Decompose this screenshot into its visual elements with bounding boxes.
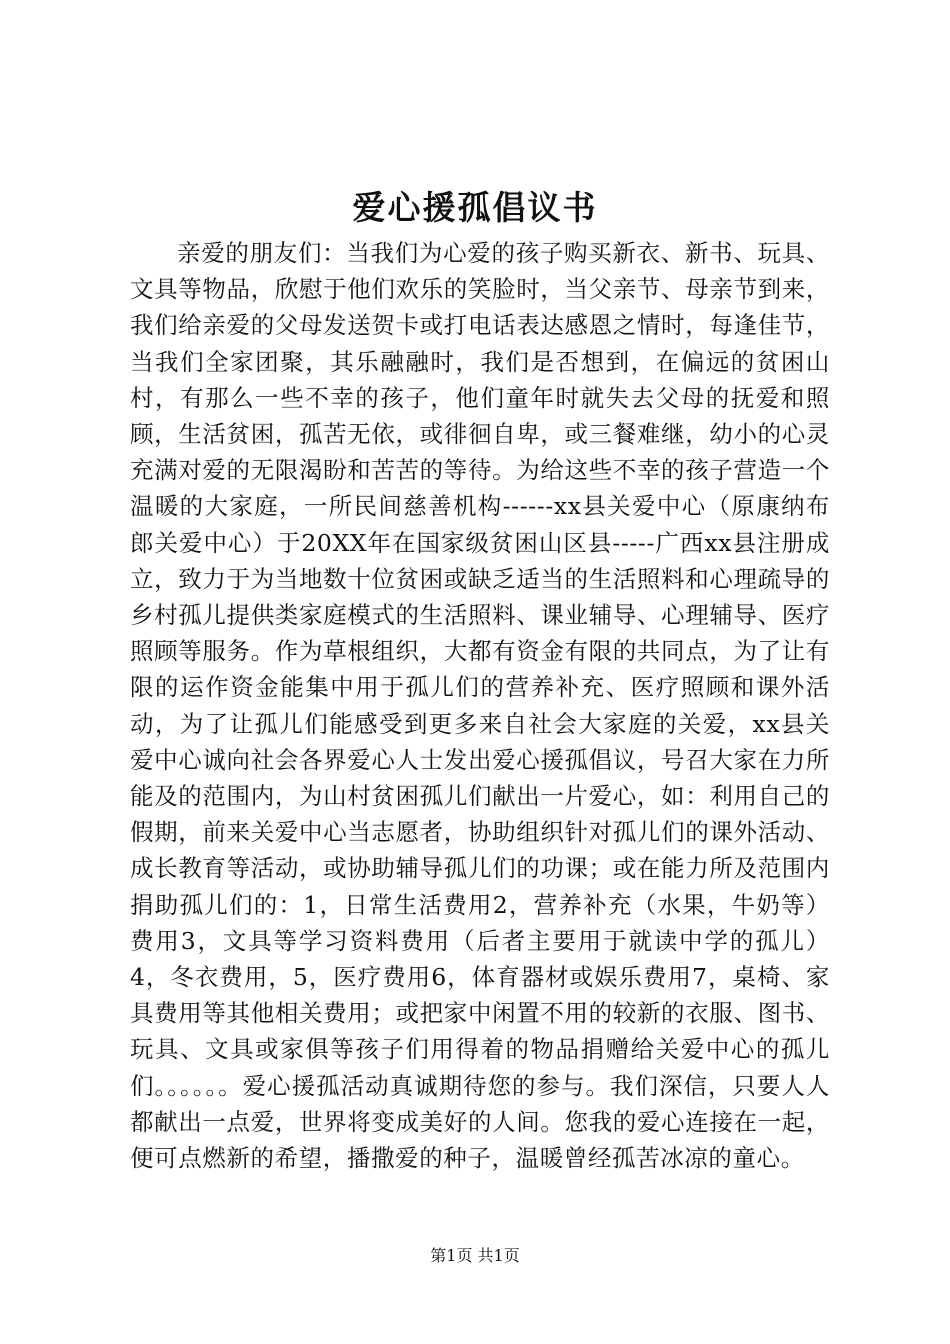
document-title: 爱心援孤倡议书 [352,188,598,227]
page-footer: 第1页 共1页 [430,1246,520,1265]
document-body-paragraph: 亲爱的朋友们：当我们为心爱的孩子购买新衣、新书、玩具、文具等物品，欣慰于他们欢乐的笑脸时，当父亲节、母亲节到来，我们给亲爱的父母发送贺卡或打电话表达感恩之情时，每逢佳节，当我们全家团聚，其乐融融时，我们是否想到，在偏远的贫困山村，有那么一些不幸的孩子，他们童年时就失去父母的抚爱和照顾，生活贫困，孤苦无依，或徘徊自卑，或三餐难继，幼小的心灵充满对爱的无限渴盼和苦苦的等待。为给这些不幸的孩子营造一个温暖的大家庭，一所民间慈善机构------xx县关爱中心（原康纳布郎关爱中心）于20XX年在国家级贫困山区县-----广西xx县注册成立，致力于为当地数十位贫困或缺乏适当的生活照料和心理疏导的乡村孤儿提供类家庭模式的生活照料、课业辅导、心理辅导、医疗照顾等服务。作为草根组织，大都有资金有限的共同点，为了让有限的运作资金能集中用于孤儿们的营养补充、医疗照顾和课外活动，为了让孤儿们能感受到更多来自社会大家庭的关爱，xx县关爱中心诚向社会各界爱心人士发出爱心援孤倡议，号召大家在力所能及的范围内，为山村贫困孤儿们献出一片爱心，如：利用自己的假期，前来关爱中心当志愿者，协助组织针对孤儿们的课外活动、成长教育等活动，或协助辅导孤儿们的功课；或在能力所及范围内捐助孤儿们的：1，日常生活费用2，营养补充（水果，牛奶等）费用3，文具等学习资料费用（后者主要用于就读中学的孤儿）4，冬衣费用，5，医疗费用6，体育器材或娱乐费用7，桌椅、家具费用等其他相关费用；或把家中闲置不用的较新的衣服、图书、玩具、文具或家俱等孩子们用得着的物品捐赠给关爱中心的孤儿们。。。。。。爱心援孤活动真诚期待您的参与。我们深信，只要人人都献出一点爱，世界将变成美好的人间。您我的爱心连接在一起，便可点燃新的希望，播撒爱的种子，温暖曾经孤苦冰凉的童心。 [130,239,830,1173]
